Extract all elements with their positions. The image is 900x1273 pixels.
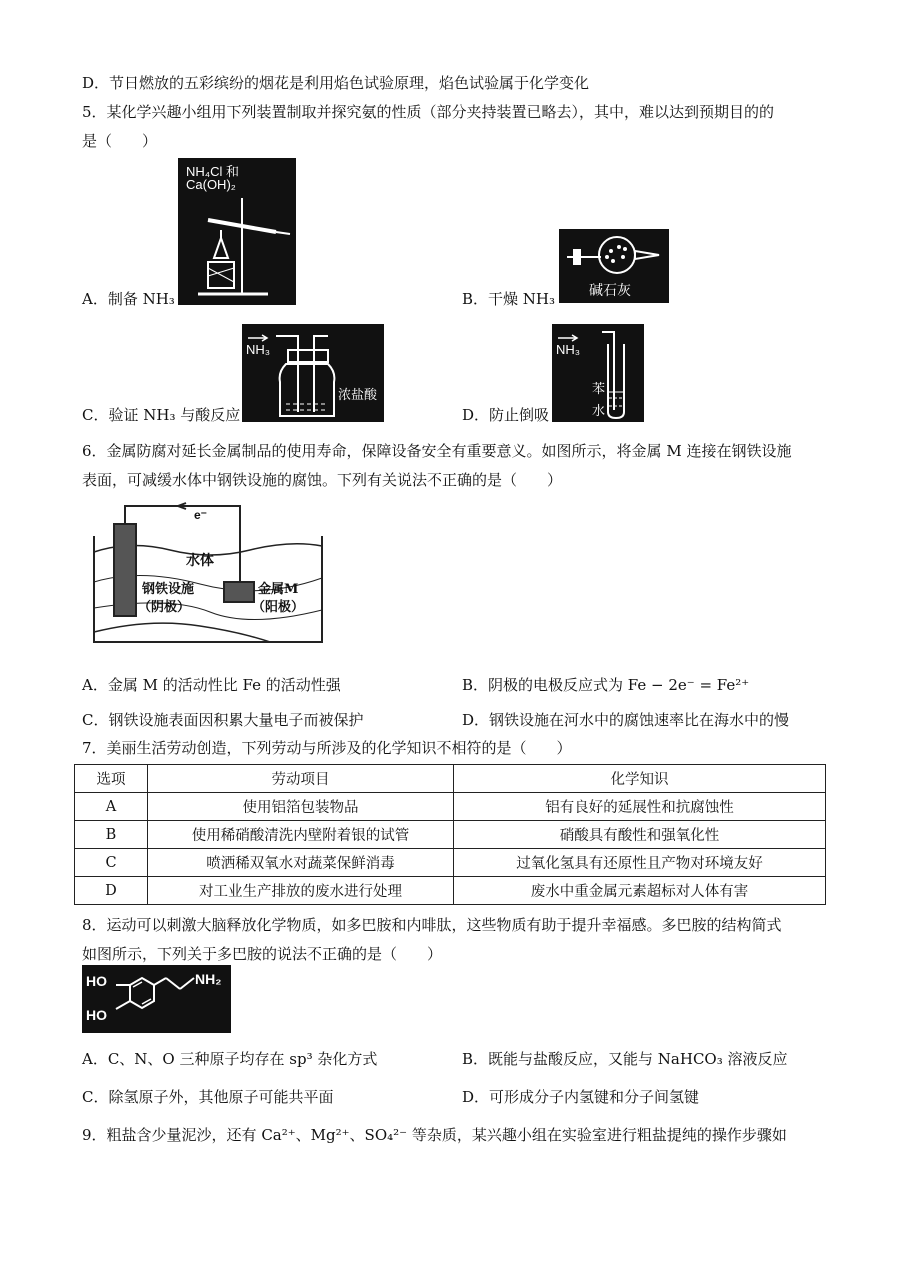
table-header-row (75, 765, 826, 793)
table-cell: 过氧化氢具有还原性且产物对环境友好 (454, 849, 826, 877)
q9-stem-line1: 9．粗盐含少量泥沙，还有 Ca²⁺、Mg²⁺、SO₄²⁻ 等杂质，某兴趣小组在实验室进行粗盐提纯的操作步骤如 (82, 1126, 787, 1144)
table-cell: 废水中重金属元素超标对人体有害 (454, 877, 826, 905)
q5-option-a: A．制备 NH₃ (82, 290, 175, 308)
table-cell: 喷洒稀双氧水对蔬菜保鲜消毒 (148, 849, 454, 877)
q5-fig-a-label1: NH₄Cl 和 (186, 164, 239, 179)
q8-option-b: B．既能与盐酸反应，又能与 NaHCO₃ 溶液反应 (462, 1050, 788, 1068)
q6-fig-metal2: （阳极） (252, 600, 305, 615)
q7-stem: 7．美丽生活劳动创造，下列劳动与所涉及的化学知识不相符的是（ ） (82, 739, 572, 757)
q5-option-d: D．防止倒吸 (462, 406, 550, 424)
q8-option-c: C．除氢原子外，其他原子可能共平面 (82, 1088, 334, 1106)
q6-fig-metal1: 金属M (258, 582, 299, 597)
q6-fig-e: e⁻ (194, 508, 208, 522)
q5-figure-a (178, 158, 296, 305)
table-row (75, 849, 826, 877)
q6-option-b: B．阴极的电极反应式为 Fe − 2e⁻ = Fe²⁺ (462, 676, 750, 694)
table-cell: 使用稀硝酸清洗内壁附着银的试管 (148, 821, 454, 849)
q5-stem-line1: 5．某化学兴趣小组用下列装置制取并探究氨的性质（部分夹持装置已略去），其中，难以达到预期目的的 (82, 103, 775, 121)
q8-fig-nh2: NH₂ (195, 971, 222, 987)
q5-stem-line2: 是（ ） (82, 132, 158, 150)
q5-option-c: C．验证 NH₃ 与酸反应 (82, 406, 241, 424)
table-cell: 硝酸具有酸性和强氧化性 (454, 821, 826, 849)
q8-option-a: A．C、N、O 三种原子均存在 sp³ 杂化方式 (82, 1050, 378, 1068)
q6-figure-corrosion (90, 500, 326, 646)
q6-option-a: A．金属 M 的活动性比 Fe 的活动性强 (82, 676, 341, 694)
table-cell: 铝有良好的延展性和抗腐蚀性 (454, 793, 826, 821)
q8-option-d: D．可形成分子内氢键和分子间氢键 (462, 1088, 700, 1106)
table-cell: C (75, 849, 148, 877)
q8-stem-line2: 如图所示，下列关于多巴胺的说法不正确的是（ ） (82, 945, 443, 963)
q8-figure-dopamine (82, 965, 231, 1033)
table-header-cell: 劳动项目 (148, 765, 454, 793)
table-header-cell: 选项 (75, 765, 148, 793)
q5-option-b: B．干燥 NH₃ (462, 290, 556, 308)
q5-fig-d-label1: 苯 (592, 382, 606, 397)
table-row (75, 821, 826, 849)
table-row (75, 877, 826, 905)
q5-fig-c-nh3: NH₃ (246, 342, 271, 357)
q6-option-d: D．钢铁设施在河水中的腐蚀速率比在海水中的慢 (462, 711, 790, 729)
table-cell: 对工业生产排放的废水进行处理 (148, 877, 454, 905)
table-cell: 使用铝箔包装物品 (148, 793, 454, 821)
q7-table (74, 764, 826, 905)
q6-stem-line1: 6．金属防腐对延长金属制品的使用寿命，保障设备安全有重要意义。如图所示，将金属 M 连接在钢铁设施 (82, 442, 792, 460)
q5-figure-b (559, 229, 669, 303)
q4-option-d: D．节日燃放的五彩缤纷的烟花是利用焰色试验原理，焰色试验属于化学变化 (82, 74, 590, 92)
q5-fig-d-nh3: NH₃ (556, 342, 581, 357)
table-header-cell: 化学知识 (454, 765, 826, 793)
table-row (75, 793, 826, 821)
q8-fig-ho2: HO (86, 1007, 107, 1023)
q5-fig-b-label: 碱石灰 (589, 283, 631, 299)
q6-fig-steel1: 钢铁设施 (142, 582, 195, 597)
q5-figure-c (242, 324, 384, 422)
q5-fig-a-label2: Ca(OH)₂ (186, 177, 236, 192)
table-cell: D (75, 877, 148, 905)
q6-option-c: C．钢铁设施表面因积累大量电子而被保护 (82, 711, 364, 729)
q8-stem-line1: 8．运动可以刺激大脑释放化学物质，如多巴胺和内啡肽，这些物质有助于提升幸福感。多巴胺的结构简式 (82, 916, 782, 934)
q6-fig-water: 水体 (186, 553, 214, 569)
q5-fig-c-label: 浓盐酸 (338, 388, 378, 403)
q5-fig-d-label2: 水 (592, 404, 606, 419)
table-cell: A (75, 793, 148, 821)
q6-stem-line2: 表面，可减缓水体中钢铁设施的腐蚀。下列有关说法不正确的是（ ） (82, 471, 563, 489)
q8-fig-ho1: HO (86, 973, 107, 989)
q5-figure-d (552, 324, 644, 422)
table-cell: B (75, 821, 148, 849)
q6-fig-steel2: （阴极） (138, 600, 191, 615)
